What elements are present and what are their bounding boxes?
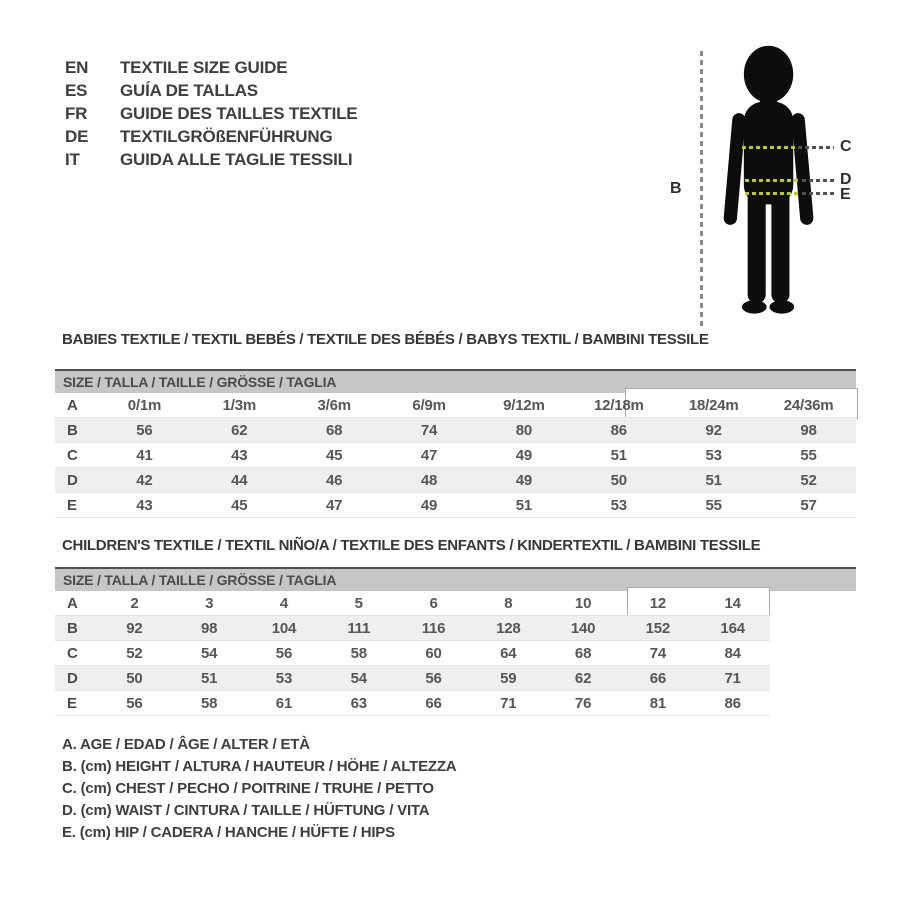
table-cell: 92: [126, 619, 143, 637]
table-cell: 6/9m: [412, 396, 446, 414]
children-section-title: CHILDREN'S TEXTILE / TEXTIL NIÑO/A / TEXTILE DES ENFANTS / KINDERTEXTIL / BAMBINI TESSILE: [62, 537, 761, 554]
table-cell: 49: [515, 446, 533, 464]
hip-dot-line-body: [745, 192, 800, 195]
measurement-legend: [62, 734, 456, 844]
table-cell: 50: [610, 471, 627, 489]
table-row: [55, 468, 856, 493]
table-cell: 49: [515, 471, 533, 489]
table-cell: 9/12m: [503, 396, 545, 414]
chest-dot-line-lead: [798, 146, 834, 149]
table-cell: 50: [126, 669, 143, 687]
table-cell: 6: [429, 594, 438, 612]
row-label: B: [67, 619, 78, 637]
table-cell: 48: [420, 471, 438, 489]
table-cell: 84: [724, 644, 741, 662]
babies-section-title: BABIES TEXTILE / TEXTIL BEBÉS / TEXTILE DES BÉBÉS / BABYS TEXTIL / BAMBINI TESSILE: [62, 331, 709, 348]
table-cell: 164: [720, 619, 745, 637]
table-cell: 4: [279, 594, 289, 612]
table-row: [55, 641, 770, 666]
table-cell: 44: [231, 471, 248, 489]
table-cell: 57: [800, 496, 817, 514]
children-table-rows: [55, 591, 770, 716]
table-cell: 41: [136, 446, 153, 464]
table-row: [55, 493, 856, 518]
table-row: [55, 418, 856, 443]
table-cell: 24/36m: [783, 396, 834, 414]
table-cell: 59: [500, 669, 517, 687]
guide-title: TEXTILE SIZE GUIDE: [120, 57, 288, 77]
table-cell: 49: [420, 496, 438, 514]
table-cell: 63: [350, 694, 367, 712]
table-cell: 60: [425, 644, 442, 662]
table-cell: 68: [574, 644, 592, 662]
waist-dot-line-lead: [802, 179, 834, 182]
table-cell: 14: [724, 594, 741, 612]
table-cell: 111: [347, 619, 371, 637]
table-cell: 58: [350, 644, 367, 662]
measure-label-b: B: [670, 180, 682, 197]
guide-title: GUIDA ALLE TAGLIE TESSILI: [120, 149, 353, 169]
table-cell: 55: [705, 496, 722, 514]
table-cell: 53: [705, 446, 722, 464]
table-cell: 81: [649, 694, 666, 712]
row-label: A: [67, 594, 78, 612]
height-measure-line-b: [700, 51, 703, 327]
table-cell: 54: [201, 644, 218, 662]
table-cell: 74: [420, 421, 438, 439]
table-cell: 86: [724, 694, 741, 712]
table-cell: 66: [425, 694, 442, 712]
children-size-table: [55, 567, 856, 716]
language-code: DE: [65, 126, 89, 146]
table-row: [55, 616, 770, 641]
table-cell: 51: [610, 446, 627, 464]
table-cell: 61: [275, 694, 293, 712]
row-label: B: [67, 421, 78, 439]
table-cell: 62: [574, 669, 592, 687]
table-row: [55, 443, 856, 468]
table-cell: 42: [136, 471, 153, 489]
table-cell: 62: [231, 421, 248, 439]
table-cell: 86: [610, 421, 627, 439]
table-cell: 140: [570, 619, 596, 637]
guide-title: GUIDE DES TAILLES TEXTILE: [120, 103, 358, 123]
table-cell: 18/24m: [688, 396, 739, 414]
table-cell: 64: [500, 644, 517, 662]
table-cell: 47: [326, 496, 343, 514]
table-cell: 116: [421, 619, 446, 637]
hip-dot-line-lead: [802, 192, 834, 195]
table-cell: 55: [800, 446, 817, 464]
language-code: FR: [65, 103, 88, 123]
table-cell: 98: [800, 421, 817, 439]
language-row: [65, 125, 357, 148]
measure-label-e: E: [840, 186, 851, 203]
table-cell: 5: [354, 594, 363, 612]
table-cell: 0/1m: [127, 396, 162, 414]
guide-title: GUÍA DE TALLAS: [120, 80, 258, 100]
table-cell: 12/18m: [593, 396, 644, 414]
guide-title: TEXTILGRÖßENFÜHRUNG: [120, 126, 333, 146]
table-cell: 45: [326, 446, 343, 464]
table-cell: 46: [326, 471, 343, 489]
table-cell: 45: [231, 496, 248, 514]
row-label: A: [67, 396, 78, 414]
table-cell: 104: [271, 619, 297, 637]
table-cell: 76: [574, 694, 592, 712]
language-row: [65, 56, 357, 79]
table-cell: 51: [201, 669, 218, 687]
table-cell: 98: [201, 619, 218, 637]
table-cell: 128: [496, 619, 521, 637]
table-row: [55, 591, 770, 616]
table-row: [55, 666, 770, 691]
table-cell: 54: [350, 669, 367, 687]
table-cell: 43: [136, 496, 153, 514]
table-cell: 8: [504, 594, 513, 612]
table-cell: 52: [126, 644, 143, 662]
table-cell: 10: [574, 594, 592, 612]
table-cell: 74: [649, 644, 666, 662]
table-cell: 2: [130, 594, 139, 612]
children-size-header-band: SIZE / TALLA / TAILLE / GRÖSSE / TAGLIA: [55, 569, 856, 591]
babies-size-table: [55, 369, 856, 518]
legend-line-d: D. (cm) WAIST / CINTURA / TAILLE / HÜFTUNG / VITA: [62, 802, 430, 819]
table-row: [55, 393, 856, 418]
table-cell: 152: [645, 619, 671, 637]
row-label: E: [67, 496, 77, 514]
table-cell: 51: [705, 471, 722, 489]
row-label: E: [67, 694, 77, 712]
language-title-list: [65, 56, 357, 171]
language-code: IT: [65, 149, 80, 169]
language-row: [65, 148, 357, 171]
row-label: C: [67, 644, 78, 662]
table-cell: 1/3m: [222, 396, 256, 414]
child-measurement-figure: [650, 30, 895, 340]
table-cell: 56: [136, 421, 153, 439]
table-cell: 51: [515, 496, 533, 514]
table-cell: 71: [724, 669, 741, 687]
table-cell: 68: [326, 421, 343, 439]
measure-label-c: C: [840, 138, 852, 155]
language-row: [65, 79, 357, 102]
table-cell: 47: [420, 446, 438, 464]
child-silhouette: [722, 40, 817, 325]
table-cell: 58: [201, 694, 218, 712]
table-cell: 56: [425, 669, 442, 687]
table-cell: 56: [275, 644, 293, 662]
measure-label-d: D: [840, 171, 852, 188]
table-cell: 80: [515, 421, 533, 439]
babies-table-rows: [55, 393, 856, 518]
legend-line-b: B. (cm) HEIGHT / ALTURA / HAUTEUR / HÖHE / ALTEZZA: [62, 758, 457, 775]
table-row: [55, 691, 770, 716]
babies-size-header-band: SIZE / TALLA / TAILLE / GRÖSSE / TAGLIA: [55, 371, 856, 393]
row-label: D: [67, 471, 78, 489]
language-code: EN: [65, 57, 89, 77]
table-cell: 3: [205, 594, 214, 612]
table-cell: 43: [231, 446, 248, 464]
table-cell: 12: [649, 594, 666, 612]
table-cell: 66: [649, 669, 666, 687]
language-code: ES: [65, 80, 88, 100]
table-cell: 92: [705, 421, 722, 439]
table-cell: 3/6m: [317, 396, 351, 414]
legend-line-c: C. (cm) CHEST / PECHO / POITRINE / TRUHE / PETTO: [62, 780, 434, 797]
table-cell: 52: [800, 471, 817, 489]
table-cell: 53: [275, 669, 293, 687]
legend-line-a: A. AGE / EDAD / ÂGE / ALTER / ETÀ: [62, 736, 310, 753]
table-cell: 53: [610, 496, 627, 514]
table-cell: 56: [126, 694, 143, 712]
row-label: D: [67, 669, 78, 687]
language-row: [65, 102, 357, 125]
chest-dot-line-body: [742, 146, 795, 149]
row-label: C: [67, 446, 78, 464]
table-cell: 71: [500, 694, 517, 712]
legend-line-e: E. (cm) HIP / CADERA / HANCHE / HÜFTE / HIPS: [62, 824, 395, 841]
waist-dot-line-body: [745, 179, 800, 182]
